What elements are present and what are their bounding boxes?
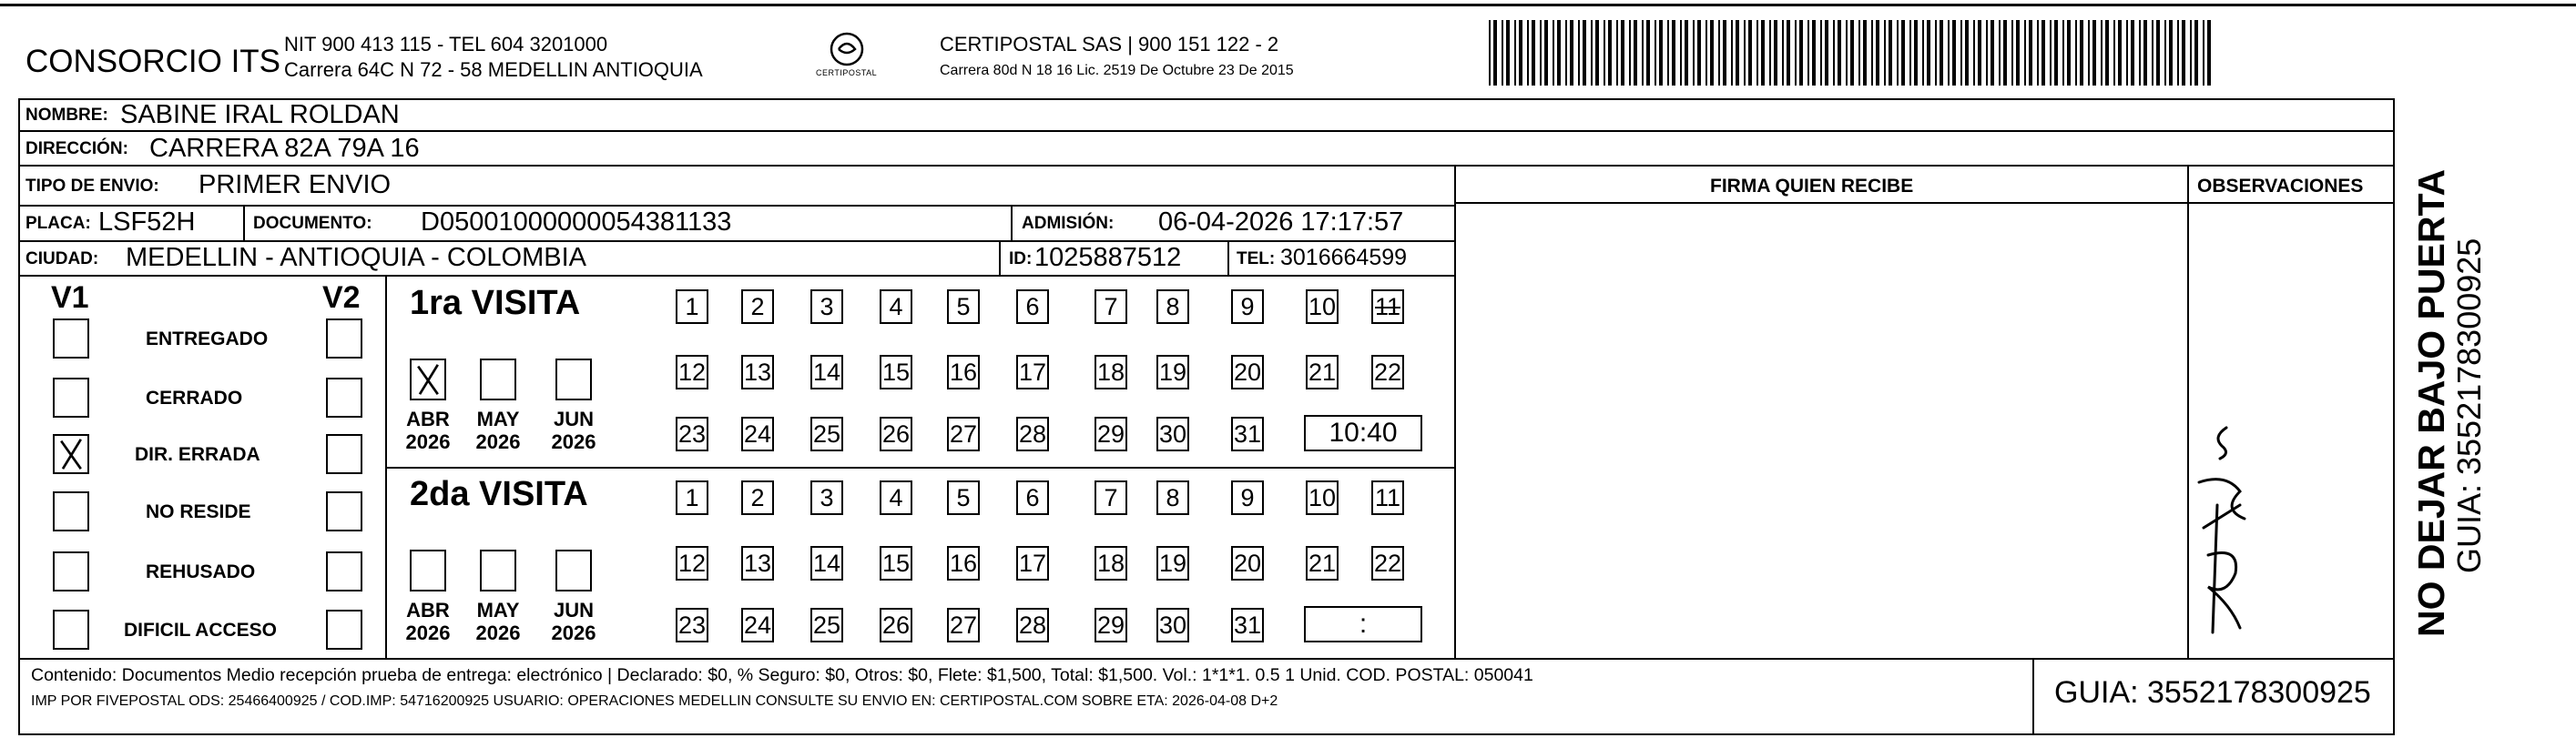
barcode-bar (1723, 20, 1726, 86)
barcode-bar (1744, 20, 1746, 86)
placa-divider (243, 205, 245, 240)
day-box[interactable]: 16 (947, 355, 980, 389)
barcode-bar (2050, 20, 2052, 86)
month-year: 2026 (405, 622, 451, 645)
frame-left (18, 98, 20, 735)
barcode-bar (2177, 20, 2179, 86)
day-box[interactable]: 6 (1016, 289, 1049, 324)
barcode-bar (1820, 20, 1822, 86)
barcode-bar (2203, 20, 2204, 86)
barcode-bar (1991, 20, 1994, 86)
barcode-bar (2088, 20, 2090, 86)
tel-label: TEL: (1237, 249, 1276, 268)
time-box[interactable]: : (1304, 606, 1422, 642)
day-box[interactable]: 17 (1016, 546, 1049, 581)
day-box[interactable]: 4 (880, 289, 912, 324)
ciudad-label: CIUDAD: (25, 249, 99, 268)
firma-header-line (1454, 202, 2395, 204)
day-box[interactable]: 7 (1095, 480, 1127, 515)
row-line (18, 658, 2395, 660)
barcode-bar (1557, 20, 1561, 86)
month-label (546, 408, 601, 454)
barcode-bar (1927, 20, 1930, 86)
id-value: 1025887512 (1034, 243, 1182, 272)
side-guia: GUIA: 3552178300925 (2450, 238, 2488, 573)
firma-divider (1454, 165, 1456, 658)
barcode-bar (2169, 20, 2173, 86)
day-box[interactable]: 15 (880, 355, 912, 389)
day-box[interactable]: 29 (1095, 608, 1127, 642)
admision-label: ADMISIÓN: (1022, 214, 1115, 233)
status-reason-label: ENTREGADO (146, 329, 269, 349)
month-name: JUN (553, 408, 594, 430)
month-label (546, 599, 601, 645)
barcode-bar (1863, 20, 1867, 86)
day-box[interactable]: 3 (810, 480, 843, 515)
barcode-bar (1774, 20, 1777, 86)
barcode-bar (1718, 20, 1720, 86)
barcode-bar (2092, 20, 2096, 86)
month-year: 2026 (405, 430, 451, 454)
barcode-bar (1799, 20, 1803, 86)
month-label (401, 599, 455, 645)
barcode-bar (2182, 20, 2185, 86)
barcode-bar (2207, 20, 2211, 86)
v1-checkbox[interactable] (53, 610, 89, 650)
day-box[interactable]: 30 (1156, 417, 1189, 451)
documento-value: D05001000000054381133 (421, 207, 732, 237)
barcode-bar (1514, 20, 1516, 86)
day-box[interactable]: 13 (741, 355, 774, 389)
barcode-bar (1540, 20, 1542, 86)
documento-label: DOCUMENTO: (253, 214, 372, 233)
barcode-bar (1960, 20, 1962, 86)
guia-divider (2032, 658, 2034, 733)
obs-divider (2187, 165, 2189, 658)
month-checkbox[interactable] (480, 550, 516, 591)
barcode-bar (1578, 20, 1580, 86)
day-box[interactable]: 23 (676, 417, 708, 451)
day-box[interactable]: 28 (1016, 417, 1049, 451)
company-address: Carrera 64C N 72 - 58 MEDELLIN ANTIOQUIA (284, 58, 703, 81)
barcode-bar (1871, 20, 1873, 86)
day-box[interactable]: 18 (1095, 355, 1127, 389)
barcode-bar (1748, 20, 1752, 86)
imp-text: IMP POR FIVEPOSTAL ODS: 25466400925 / COD.IMP: 54716200925 USUARIO: OPERACIONES MEDELLIN CONSULTE SU ENVIO EN: CERTIPOSTAL.COM SOBRE ETA: 2026-04-08 D+2 (31, 693, 1278, 709)
barcode-bar (1986, 20, 1988, 86)
barcode-bar (2075, 20, 2077, 86)
day-box[interactable]: 26 (880, 417, 912, 451)
barcode-bar (1634, 20, 1637, 86)
day-box[interactable]: 24 (741, 417, 774, 451)
month-year: 2026 (551, 622, 596, 645)
day-box[interactable]: 14 (810, 355, 843, 389)
barcode-bar (2054, 20, 2058, 86)
barcode-bar (1787, 20, 1790, 86)
v1-checkbox[interactable] (53, 434, 89, 474)
barcode-bar (1655, 20, 1656, 86)
barcode-icon (1489, 20, 2217, 86)
day-box[interactable]: 27 (947, 608, 980, 642)
barcode-bar (2016, 20, 2020, 86)
barcode-bar (1965, 20, 1969, 86)
barcode-bar (1889, 20, 1892, 86)
day-box[interactable]: 20 (1231, 546, 1264, 581)
day-box[interactable]: 21 (1306, 355, 1339, 389)
day-box[interactable]: 9 (1231, 480, 1264, 515)
carrier-name: CERTIPOSTAL SAS | 900 151 122 - 2 (940, 33, 1279, 56)
barcode-bar (1948, 20, 1950, 86)
month-checkbox[interactable] (410, 550, 446, 591)
barcode-bar (1935, 20, 1937, 86)
day-box[interactable]: 24 (741, 608, 774, 642)
status-reason-label: REHUSADO (146, 561, 256, 582)
x-mark-icon (55, 436, 87, 472)
barcode-bar (1978, 20, 1981, 86)
barcode-bar (1506, 20, 1510, 86)
firma-header: FIRMA QUIEN RECIBE (1710, 176, 1914, 197)
barcode-bar (2126, 20, 2128, 86)
day-box[interactable]: 5 (947, 289, 980, 324)
day-box[interactable]: 11 (1371, 480, 1404, 515)
day-box[interactable]: 12 (676, 355, 708, 389)
barcode-bar (1731, 20, 1733, 86)
month-name: ABR (406, 408, 450, 430)
barcode-bar (1659, 20, 1663, 86)
day-box[interactable]: 12 (676, 546, 708, 581)
month-label (471, 408, 525, 454)
observaciones-header: OBSERVACIONES (2197, 176, 2364, 197)
barcode-bar (1527, 20, 1529, 86)
barcode-bar (1850, 20, 1854, 86)
barcode-bar (1795, 20, 1797, 86)
tipo-value: PRIMER ENVIO (199, 170, 392, 199)
barcode-bar (1553, 20, 1554, 86)
v2-checkbox[interactable] (326, 434, 362, 474)
barcode-bar (2041, 20, 2045, 86)
day-box[interactable]: 23 (676, 608, 708, 642)
barcode-bar (2143, 20, 2147, 86)
month-checkbox[interactable] (555, 550, 592, 591)
barcode-bar (1591, 20, 1593, 86)
day-box[interactable]: 6 (1016, 480, 1049, 515)
x-mark-icon (412, 360, 444, 399)
barcode-bar (1914, 20, 1918, 86)
v1-checkbox[interactable] (53, 378, 89, 418)
status-reason-label: DIFICIL ACCESO (124, 620, 278, 641)
status-reason-label: NO RESIDE (146, 501, 251, 522)
nombre-label: NOMBRE: (25, 106, 108, 125)
barcode-bar (2037, 20, 2039, 86)
v2-checkbox[interactable] (326, 551, 362, 591)
day-box[interactable]: 30 (1156, 608, 1189, 642)
barcode-bar (2118, 20, 2122, 86)
day-box[interactable]: 29 (1095, 417, 1127, 451)
barcode-bar (1646, 20, 1650, 86)
day-box[interactable]: 5 (947, 480, 980, 515)
barcode-bar (2062, 20, 2064, 86)
barcode-bar (1667, 20, 1669, 86)
barcode-bar (1999, 20, 2001, 86)
barcode (1489, 20, 2217, 86)
company-name: CONSORCIO ITS (25, 44, 281, 79)
day-box[interactable]: 25 (810, 417, 843, 451)
visit-divider (385, 467, 1454, 469)
month-name: ABR (406, 599, 450, 622)
barcode-bar (2029, 20, 2032, 86)
barcode-bar (2024, 20, 2026, 86)
v2-checkbox[interactable] (326, 318, 362, 359)
barcode-bar (1952, 20, 1956, 86)
row-line (18, 165, 2395, 167)
barcode-bar (1756, 20, 1758, 86)
day-box[interactable]: 14 (810, 546, 843, 581)
barcode-bar (1884, 20, 1886, 86)
v2-checkbox[interactable] (326, 491, 362, 531)
day-box[interactable]: 21 (1306, 546, 1339, 581)
barcode-bar (1685, 20, 1688, 86)
row-line (18, 275, 1455, 277)
contenido-text: Contenido: Documentos Medio recepción prueba de entrega: electrónico | Declarado: $0, % Seguro: $0, Otros: $0, Flete: $1,500, Total: $1,500. Vol.: 1*1*1. 0.5 1 Unid. COD. POSTAL: 050041 (31, 665, 1533, 685)
v1-checkbox[interactable] (53, 551, 89, 591)
barcode-bar (2139, 20, 2141, 86)
day-box[interactable]: 19 (1156, 355, 1189, 389)
day-box[interactable]: 1 (676, 480, 708, 515)
visit1-title: 1ra VISITA (410, 284, 581, 322)
frame-right (2393, 98, 2395, 735)
ciudad-value: MEDELLIN - ANTIOQUIA - COLOMBIA (126, 243, 586, 272)
day-box[interactable]: 9 (1231, 289, 1264, 324)
placa-label: PLACA: (25, 214, 91, 233)
month-name: MAY (476, 599, 520, 622)
barcode-bar (1642, 20, 1644, 86)
month-year: 2026 (551, 430, 596, 454)
tel-divider (1227, 240, 1229, 275)
day-box[interactable]: 3 (810, 289, 843, 324)
barcode-bar (1595, 20, 1599, 86)
day-box[interactable]: 18 (1095, 546, 1127, 581)
nombre-value: SABINE IRAL ROLDAN (120, 100, 400, 129)
admision-divider (1011, 205, 1013, 240)
tel-value: 3016664599 (1280, 245, 1408, 270)
side-warning: NO DEJAR BAJO PUERTA (2410, 168, 2452, 637)
id-divider (999, 240, 1001, 275)
barcode-bar (1782, 20, 1784, 86)
barcode-bar (1608, 20, 1612, 86)
day-box[interactable]: 1 (676, 289, 708, 324)
barcode-bar (1629, 20, 1631, 86)
barcode-bar (1697, 20, 1701, 86)
day-box[interactable]: 17 (1016, 355, 1049, 389)
logo-text: CERTIPOSTAL (816, 68, 878, 77)
day-box[interactable]: 13 (741, 546, 774, 581)
barcode-bar (1761, 20, 1765, 86)
barcode-bar (1833, 20, 1835, 86)
day-box[interactable]: 4 (880, 480, 912, 515)
barcode-bar (1583, 20, 1586, 86)
row-line (18, 240, 1455, 242)
barcode-bar (1544, 20, 1548, 86)
company-nit: NIT 900 413 115 - TEL 604 3201000 (284, 33, 608, 56)
month-year: 2026 (475, 430, 521, 454)
barcode-bar (1922, 20, 1924, 86)
barcode-bar (2101, 20, 2103, 86)
barcode-bar (1769, 20, 1771, 86)
month-label (401, 408, 455, 454)
barcode-bar (1858, 20, 1860, 86)
row-line (18, 205, 1455, 207)
barcode-bar (1672, 20, 1675, 86)
barcode-bar (2011, 20, 2013, 86)
frame-bottom (18, 733, 2395, 735)
barcode-bar (1876, 20, 1879, 86)
day-box[interactable]: 27 (947, 417, 980, 451)
barcode-bar (1680, 20, 1682, 86)
carrier-address: Carrera 80d N 18 16 Lic. 2519 De Octubre 23 De 2015 (940, 63, 1294, 78)
id-label: ID: (1009, 249, 1033, 268)
barcode-bar (1807, 20, 1809, 86)
day-box[interactable]: 8 (1156, 480, 1189, 515)
barcode-bar (1812, 20, 1816, 86)
day-box[interactable]: 22 (1371, 546, 1404, 581)
barcode-bar (2164, 20, 2166, 86)
barcode-bar (1493, 20, 1497, 86)
barcode-bar (1838, 20, 1841, 86)
barcode-bar (1940, 20, 1943, 86)
barcode-bar (2131, 20, 2134, 86)
barcode-bar (1519, 20, 1522, 86)
signature-icon (2190, 419, 2263, 637)
barcode-bar (1825, 20, 1828, 86)
day-box-crossed[interactable]: 11 (1371, 289, 1404, 324)
day-box[interactable]: 2 (741, 480, 774, 515)
day-box[interactable]: 28 (1016, 608, 1049, 642)
barcode-bar (1973, 20, 1975, 86)
barcode-bar (1693, 20, 1695, 86)
barcode-bar (2152, 20, 2153, 86)
day-box[interactable]: 20 (1231, 355, 1264, 389)
tipo-label: TIPO DE ENVIO: (25, 177, 159, 196)
month-year: 2026 (475, 622, 521, 645)
certipostal-logo (810, 29, 883, 82)
barcode-bar (1616, 20, 1618, 86)
barcode-bar (2194, 20, 2198, 86)
day-box[interactable]: 2 (741, 289, 774, 324)
day-box[interactable]: 22 (1371, 355, 1404, 389)
barcode-bar (1502, 20, 1503, 86)
barcode-bar (1489, 20, 1491, 86)
barcode-bar (1570, 20, 1573, 86)
signature (2190, 419, 2263, 637)
barcode-bar (2105, 20, 2109, 86)
barcode-bar (1897, 20, 1899, 86)
status-reason-label: DIR. ERRADA (135, 444, 260, 465)
barcode-bar (1565, 20, 1567, 86)
barcode-bar (2003, 20, 2007, 86)
placa-value: LSF52H (98, 207, 196, 237)
barcode-bar (1909, 20, 1911, 86)
month-checkbox[interactable] (480, 359, 516, 400)
barcode-bar (2156, 20, 2160, 86)
time-box[interactable]: 10:40 (1304, 415, 1422, 451)
day-box[interactable]: 26 (880, 608, 912, 642)
month-checkbox[interactable] (555, 359, 592, 400)
visit2-title: 2da VISITA (410, 475, 588, 513)
day-box[interactable]: 10 (1306, 480, 1339, 515)
v2-checkbox[interactable] (326, 610, 362, 650)
barcode-bar (1901, 20, 1905, 86)
barcode-bar (2080, 20, 2083, 86)
row-line (18, 130, 2395, 132)
day-box[interactable]: 16 (947, 546, 980, 581)
barcode-bar (2113, 20, 2115, 86)
day-box[interactable]: 8 (1156, 289, 1189, 324)
month-checkbox[interactable] (410, 359, 446, 400)
barcode-bar (1705, 20, 1707, 86)
status-reason-label: CERRADO (146, 388, 243, 409)
barcode-bar (1710, 20, 1714, 86)
direccion-label: DIRECCIÓN: (25, 139, 128, 158)
barcode-bar (1736, 20, 1739, 86)
v2-label: V2 (322, 280, 361, 315)
day-box[interactable]: 15 (880, 546, 912, 581)
barcode-bar (1846, 20, 1848, 86)
day-box[interactable]: 31 (1231, 608, 1264, 642)
v1-checkbox[interactable] (53, 318, 89, 359)
top-border (0, 4, 2576, 6)
v1-label: V1 (51, 280, 89, 315)
barcode-bar (2067, 20, 2071, 86)
v1-checkbox[interactable] (53, 491, 89, 531)
barcode-bar (1621, 20, 1624, 86)
admision-value: 06-04-2026 17:17:57 (1158, 207, 1404, 237)
barcode-bar (2190, 20, 2192, 86)
day-box[interactable]: 25 (810, 608, 843, 642)
barcode-bar (1532, 20, 1535, 86)
month-label (471, 599, 525, 645)
month-name: JUN (553, 599, 594, 622)
day-box[interactable]: 7 (1095, 289, 1127, 324)
guia-footer: GUIA: 3552178300925 (2054, 675, 2371, 710)
month-name: MAY (476, 408, 520, 430)
day-box[interactable]: 19 (1156, 546, 1189, 581)
v2-checkbox[interactable] (326, 378, 362, 418)
direccion-value: CARRERA 82A 79A 16 (149, 134, 420, 163)
day-box[interactable]: 31 (1231, 417, 1264, 451)
barcode-bar (1604, 20, 1605, 86)
day-box[interactable]: 10 (1306, 289, 1339, 324)
